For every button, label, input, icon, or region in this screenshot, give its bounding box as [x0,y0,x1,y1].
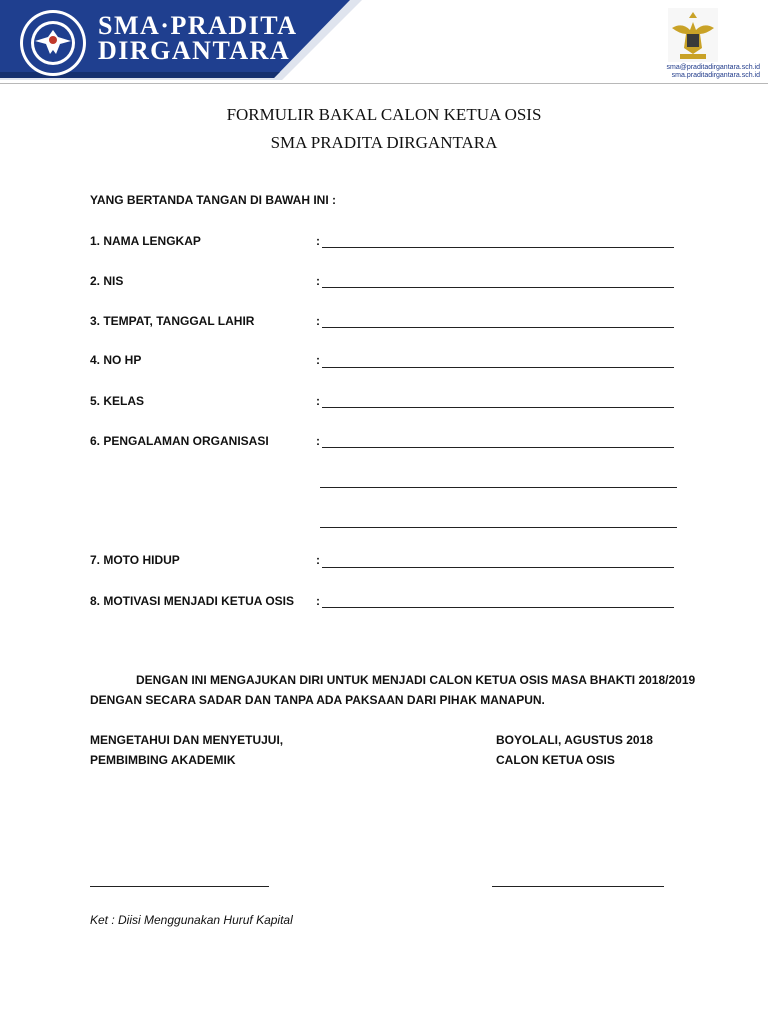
email-text: sma@praditadirgantara.sch.id [666,64,760,71]
field-label-moto: 7. MOTO HIDUP [90,553,180,567]
field-label-kelas: 5. KELAS [90,394,145,408]
blank-line-nis[interactable] [322,287,674,288]
intro-text: YANG BERTANDA TANGAN DI BAWAH INI : [90,193,336,207]
form-title: FORMULIR BAKAL CALON KETUA OSIS [226,105,542,124]
declaration-line2: DENGAN SECARA SADAR DAN TANPA ADA PAKSAAN DARI PIHAK MANAPUN. [90,693,545,707]
advisor-label: PEMBIMBING AKADEMIK [90,753,236,767]
candidate-signature-line[interactable] [492,886,664,887]
field-label-ttl: 3. TEMPAT, TANGGAL LAHIR [90,314,255,328]
field-label-motivasi: 8. MOTIVASI MENJADI KETUA OSIS [90,594,295,608]
school-name-logo [98,13,297,63]
field-colon: : [316,353,320,367]
field-colon: : [316,274,320,288]
form-subtitle: SMA PRADITA DIRGANTARA [270,133,498,152]
field-colon: : [316,234,320,248]
field-label-pengalaman: 6. PENGALAMAN ORGANISASI [90,434,269,448]
place-date: BOYOLALI, AGUSTUS 2018 [496,733,653,747]
approval-label: MENGETAHUI DAN MENYETUJUI, [90,733,284,747]
field-colon: : [316,594,320,608]
blank-line-ttl[interactable] [322,327,674,328]
website-text: sma.praditadirgantara.sch.id [671,72,760,79]
contact-info [667,64,761,80]
blank-line-moto[interactable] [322,567,674,568]
footnote: Ket : Diisi Menggunakan Huruf Kapital [90,913,293,927]
field-colon: : [316,394,320,408]
field-colon: : [316,434,320,448]
field-label-nohp: 4. NO HP [90,353,142,367]
blank-line-pengalaman-1[interactable] [322,447,674,448]
letterhead [0,0,768,86]
school-crest-icon [18,8,88,78]
blank-line-nama[interactable] [322,247,674,248]
field-colon: : [316,314,320,328]
advisor-signature-line[interactable] [90,886,269,887]
brand-line1: SMA·PRADITA [98,11,298,40]
blank-line-pengalaman-3[interactable] [320,527,677,528]
blank-line-nohp[interactable] [322,367,674,368]
header-right-logo-box [648,4,766,82]
blank-line-pengalaman-2[interactable] [320,487,677,488]
header-divider [0,83,768,84]
field-label-nis: 2. NIS [90,274,124,288]
field-label-nama: 1. NAMA LENGKAP [90,234,201,248]
declaration-line1: DENGAN INI MENGAJUKAN DIRI UNTUK MENJADI CALON KETUA OSIS MASA BHAKTI 2018/2019 [136,673,696,687]
garuda-seal-icon [668,8,718,62]
blank-line-motivasi[interactable] [322,607,674,608]
candidate-label: CALON KETUA OSIS [496,753,615,767]
blank-line-kelas[interactable] [322,407,674,408]
brand-line2: DIRGANTARA [98,36,291,65]
field-colon: : [316,553,320,567]
